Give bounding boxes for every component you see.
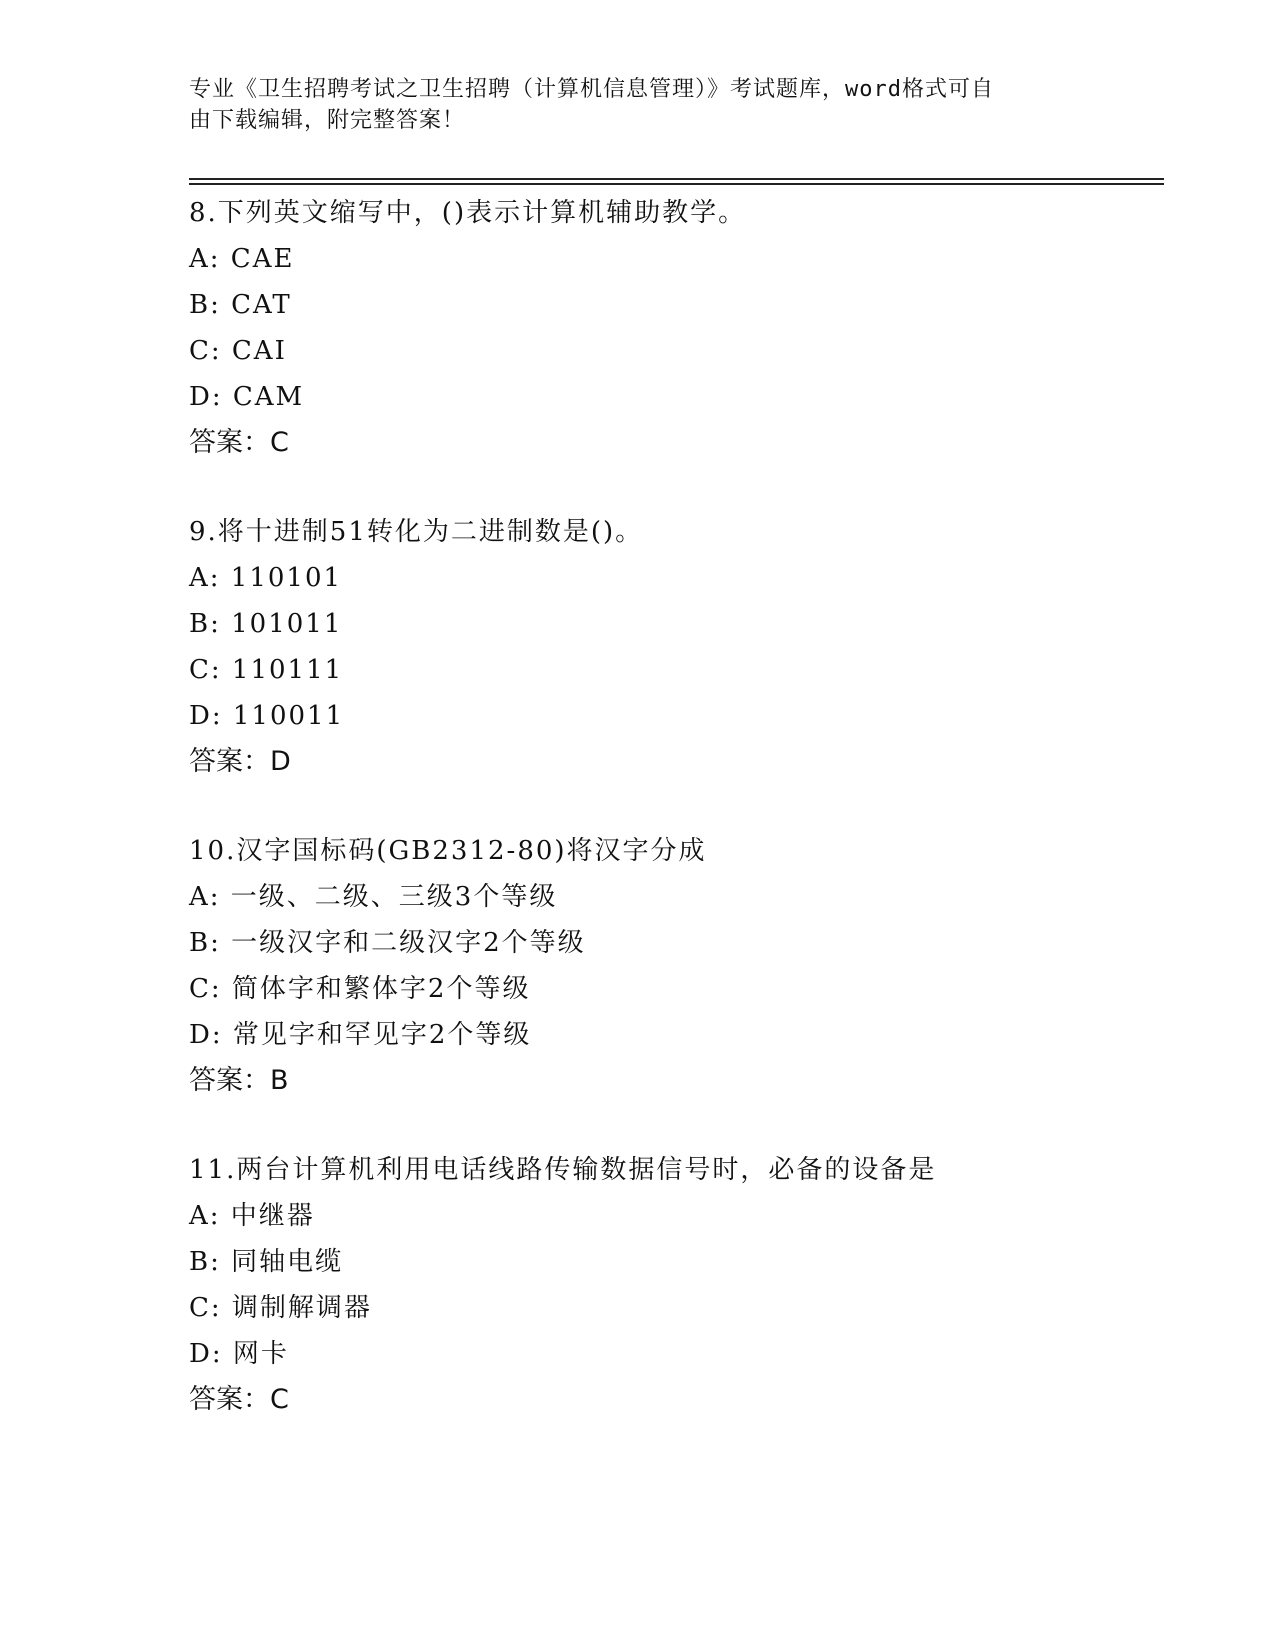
question-9	[189, 509, 1169, 785]
option-d: D: 常见字和罕见字2个等级	[189, 1020, 532, 1050]
header-divider-top	[189, 178, 1164, 180]
question-10	[189, 828, 1169, 1104]
option-d: D: 网卡	[189, 1339, 289, 1369]
document-header	[189, 74, 1069, 136]
option-a: A: 一级、二级、三级3个等级	[189, 882, 558, 912]
answer-line: 答案：C	[189, 427, 289, 458]
option-c: C: CAI	[189, 336, 287, 366]
header-line-2: 由下载编辑，附完整答案！	[189, 108, 466, 133]
question-title: 10.汉字国标码(GB2312-80)将汉字分成	[189, 836, 707, 866]
answer-line: 答案：B	[189, 1065, 289, 1096]
question-title: 11.两台计算机利用电话线路传输数据信号时，必备的设备是	[189, 1155, 937, 1185]
option-a: A: CAE	[189, 244, 295, 274]
option-b: B: 同轴电缆	[189, 1247, 344, 1277]
question-title: 9.将十进制51转化为二进制数是()。	[189, 517, 644, 547]
option-d: D: CAM	[189, 382, 305, 412]
option-c: C: 简体字和繁体字2个等级	[189, 974, 531, 1004]
answer-line: 答案：D	[189, 746, 291, 777]
question-list	[189, 190, 1169, 1466]
option-d: D: 110011	[189, 701, 345, 731]
option-a: A: 中继器	[189, 1201, 315, 1231]
option-c: C: 调制解调器	[189, 1293, 372, 1323]
option-b: B: 一级汉字和二级汉字2个等级	[189, 928, 586, 958]
question-11	[189, 1147, 1169, 1423]
answer-line: 答案：C	[189, 1384, 289, 1415]
question-title: 8.下列英文缩写中，()表示计算机辅助教学。	[189, 198, 747, 228]
option-c: C: 110111	[189, 655, 344, 685]
header-line-1: 专业《卫生招聘考试之卫生招聘（计算机信息管理）》考试题库，word格式可自	[189, 77, 994, 102]
question-8	[189, 190, 1169, 466]
option-b: B: 101011	[189, 609, 343, 639]
option-b: B: CAT	[189, 290, 292, 320]
option-a: A: 110101	[189, 563, 343, 593]
header-divider-bottom	[189, 183, 1164, 185]
